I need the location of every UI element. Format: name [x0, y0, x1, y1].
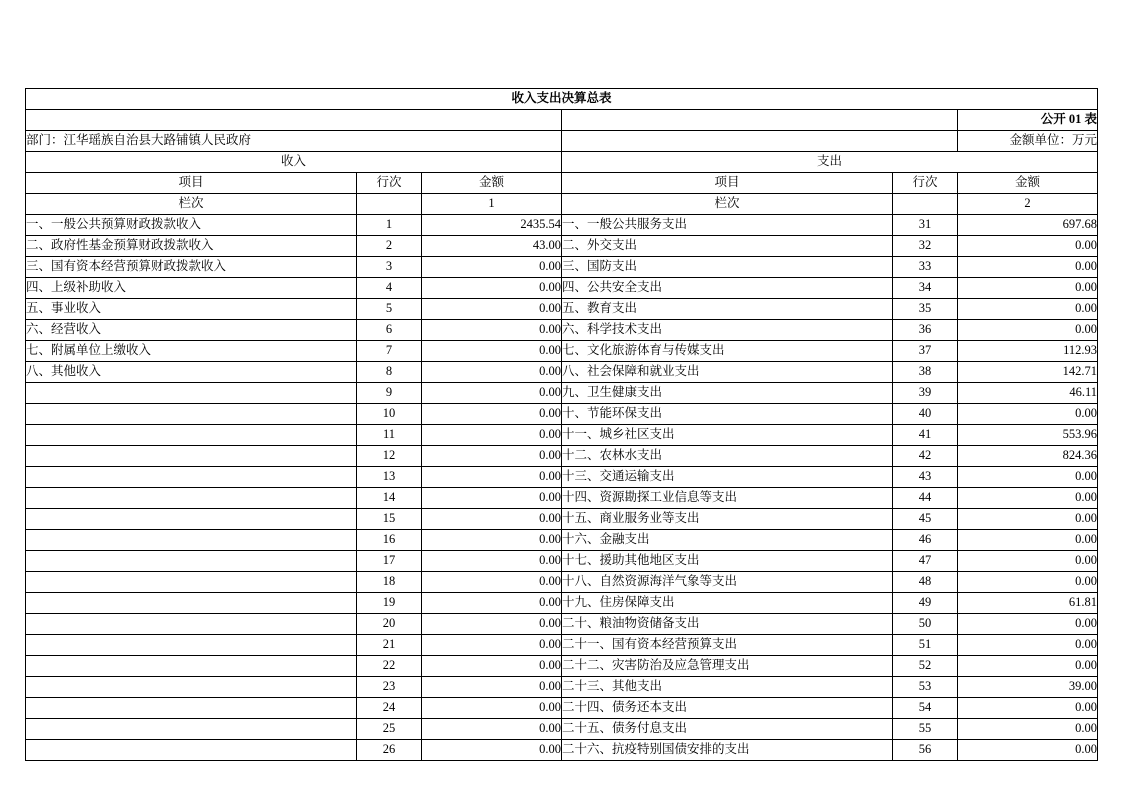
- expense-item: 十、节能环保支出: [562, 404, 893, 425]
- expense-item: 六、科学技术支出: [562, 320, 893, 341]
- income-item: 五、事业收入: [26, 299, 357, 320]
- expense-group-header: 支出: [562, 152, 1098, 173]
- table-row: [26, 614, 1098, 635]
- income-item: [26, 740, 357, 761]
- income-amount: 0.00: [422, 362, 562, 383]
- income-row-no: 17: [357, 551, 422, 572]
- income-rowno-header: 行次: [357, 173, 422, 194]
- table-row: [26, 656, 1098, 677]
- table-row: [26, 551, 1098, 572]
- expense-row-no: 53: [893, 677, 958, 698]
- department-row: [26, 131, 1098, 152]
- expense-amount: 46.11: [958, 383, 1098, 404]
- income-col-no: 1: [422, 194, 562, 215]
- income-row-no: 26: [357, 740, 422, 761]
- expense-row-no: 49: [893, 593, 958, 614]
- table-row: [26, 215, 1098, 236]
- expense-row-no: 37: [893, 341, 958, 362]
- expense-amount: 0.00: [958, 278, 1098, 299]
- income-row-no: 9: [357, 383, 422, 404]
- income-row-no: 13: [357, 467, 422, 488]
- expense-amount: 697.68: [958, 215, 1098, 236]
- income-amount: 0.00: [422, 299, 562, 320]
- expense-row-no: 39: [893, 383, 958, 404]
- table-row: [26, 488, 1098, 509]
- income-item: 一、一般公共预算财政拨款收入: [26, 215, 357, 236]
- income-amount: 0.00: [422, 530, 562, 551]
- expense-item: 十五、商业服务业等支出: [562, 509, 893, 530]
- expense-amount: 0.00: [958, 656, 1098, 677]
- table-row: [26, 446, 1098, 467]
- income-amount: 0.00: [422, 278, 562, 299]
- income-row-no: 12: [357, 446, 422, 467]
- income-item: 七、附属单位上缴收入: [26, 341, 357, 362]
- expense-row-no: 55: [893, 719, 958, 740]
- expense-amount: 824.36: [958, 446, 1098, 467]
- table-row: [26, 383, 1098, 404]
- income-amount: 0.00: [422, 572, 562, 593]
- income-lanci-label: 栏次: [26, 194, 357, 215]
- income-item: 六、经营收入: [26, 320, 357, 341]
- department-label: 部门：江华瑶族自治县大路铺镇人民政府: [26, 131, 562, 152]
- income-row-no: 4: [357, 278, 422, 299]
- table-row: [26, 635, 1098, 656]
- income-amount: 0.00: [422, 677, 562, 698]
- expense-row-no: 45: [893, 509, 958, 530]
- income-lanci-blank: [357, 194, 422, 215]
- income-amount: 0.00: [422, 446, 562, 467]
- income-amount: 43.00: [422, 236, 562, 257]
- expense-amount-header: 金额: [958, 173, 1098, 194]
- expense-row-no: 43: [893, 467, 958, 488]
- expense-row-no: 42: [893, 446, 958, 467]
- expense-amount: 553.96: [958, 425, 1098, 446]
- table-row: [26, 257, 1098, 278]
- expense-row-no: 51: [893, 635, 958, 656]
- column-header-row: [26, 173, 1098, 194]
- income-row-no: 16: [357, 530, 422, 551]
- table-row: [26, 572, 1098, 593]
- expense-item: 十三、交通运输支出: [562, 467, 893, 488]
- expense-item: 十四、资源勘探工业信息等支出: [562, 488, 893, 509]
- title-row: [26, 89, 1098, 110]
- income-row-no: 2: [357, 236, 422, 257]
- income-row-no: 11: [357, 425, 422, 446]
- table-row: [26, 404, 1098, 425]
- income-item: [26, 614, 357, 635]
- expense-item: 八、社会保障和就业支出: [562, 362, 893, 383]
- expense-lanci-label: 栏次: [562, 194, 893, 215]
- expense-item: 十七、援助其他地区支出: [562, 551, 893, 572]
- expense-item: 九、卫生健康支出: [562, 383, 893, 404]
- income-amount: 0.00: [422, 656, 562, 677]
- income-row-no: 21: [357, 635, 422, 656]
- income-row-no: 8: [357, 362, 422, 383]
- expense-item: 十九、住房保障支出: [562, 593, 893, 614]
- income-item: [26, 383, 357, 404]
- income-item: [26, 404, 357, 425]
- expense-row-no: 46: [893, 530, 958, 551]
- expense-item: 二十五、债务付息支出: [562, 719, 893, 740]
- income-item: [26, 467, 357, 488]
- income-row-no: 14: [357, 488, 422, 509]
- expense-amount: 0.00: [958, 488, 1098, 509]
- group-header-row: [26, 152, 1098, 173]
- expense-row-no: 31: [893, 215, 958, 236]
- expense-amount: 0.00: [958, 509, 1098, 530]
- income-row-no: 3: [357, 257, 422, 278]
- income-amount: 0.00: [422, 404, 562, 425]
- income-group-header: 收入: [26, 152, 562, 173]
- table-row: [26, 677, 1098, 698]
- income-row-no: 5: [357, 299, 422, 320]
- income-expense-table: [25, 88, 1098, 761]
- income-item-header: 项目: [26, 173, 357, 194]
- income-amount: 0.00: [422, 719, 562, 740]
- expense-rowno-header: 行次: [893, 173, 958, 194]
- table-row: [26, 467, 1098, 488]
- table-row: [26, 320, 1098, 341]
- income-amount: 0.00: [422, 740, 562, 761]
- income-row-no: 10: [357, 404, 422, 425]
- income-amount-header: 金额: [422, 173, 562, 194]
- expense-item: 十六、金融支出: [562, 530, 893, 551]
- income-amount: 0.00: [422, 488, 562, 509]
- expense-amount: 0.00: [958, 320, 1098, 341]
- expense-row-no: 34: [893, 278, 958, 299]
- lanci-row: [26, 194, 1098, 215]
- income-amount: 0.00: [422, 425, 562, 446]
- income-item: [26, 635, 357, 656]
- expense-item: 三、国防支出: [562, 257, 893, 278]
- income-item: [26, 593, 357, 614]
- expense-item: 十二、农林水支出: [562, 446, 893, 467]
- table-row: [26, 236, 1098, 257]
- expense-row-no: 36: [893, 320, 958, 341]
- expense-row-no: 56: [893, 740, 958, 761]
- income-amount: 0.00: [422, 383, 562, 404]
- table-row: [26, 530, 1098, 551]
- expense-amount: 0.00: [958, 614, 1098, 635]
- income-item: 二、政府性基金预算财政拨款收入: [26, 236, 357, 257]
- expense-amount: 39.00: [958, 677, 1098, 698]
- income-item: [26, 488, 357, 509]
- income-row-no: 19: [357, 593, 422, 614]
- table-row: [26, 698, 1098, 719]
- income-item: [26, 572, 357, 593]
- expense-amount: 0.00: [958, 467, 1098, 488]
- expense-item: 二十一、国有资本经营预算支出: [562, 635, 893, 656]
- income-item: [26, 425, 357, 446]
- income-item: [26, 530, 357, 551]
- expense-amount: 0.00: [958, 299, 1098, 320]
- expense-item: 五、教育支出: [562, 299, 893, 320]
- expense-col-no: 2: [958, 194, 1098, 215]
- expense-row-no: 40: [893, 404, 958, 425]
- expense-item: 二十六、抗疫特别国债安排的支出: [562, 740, 893, 761]
- expense-amount: 0.00: [958, 698, 1098, 719]
- expense-amount: 0.00: [958, 572, 1098, 593]
- budget-sheet: [25, 88, 1097, 761]
- expense-item: 二十二、灾害防治及应急管理支出: [562, 656, 893, 677]
- income-row-no: 23: [357, 677, 422, 698]
- table-row: [26, 593, 1098, 614]
- income-amount: 0.00: [422, 320, 562, 341]
- expense-row-no: 50: [893, 614, 958, 635]
- form-number-row: [26, 110, 1098, 131]
- income-amount: 0.00: [422, 257, 562, 278]
- expense-item: 一、一般公共服务支出: [562, 215, 893, 236]
- expense-amount: 0.00: [958, 257, 1098, 278]
- spacer-unit: [562, 131, 958, 152]
- expense-item: 二十四、债务还本支出: [562, 698, 893, 719]
- expense-item: 十一、城乡社区支出: [562, 425, 893, 446]
- table-row: [26, 278, 1098, 299]
- expense-item: 七、文化旅游体育与传媒支出: [562, 341, 893, 362]
- expense-amount: 0.00: [958, 551, 1098, 572]
- income-item: [26, 677, 357, 698]
- income-row-no: 15: [357, 509, 422, 530]
- income-amount: 0.00: [422, 509, 562, 530]
- income-amount: 0.00: [422, 635, 562, 656]
- spacer-left: [26, 110, 562, 131]
- amount-unit: 金额单位：万元: [958, 131, 1098, 152]
- table-row: [26, 719, 1098, 740]
- expense-amount: 0.00: [958, 740, 1098, 761]
- table-row: [26, 740, 1098, 761]
- expense-row-no: 48: [893, 572, 958, 593]
- expense-row-no: 38: [893, 362, 958, 383]
- expense-amount: 0.00: [958, 236, 1098, 257]
- income-row-no: 24: [357, 698, 422, 719]
- income-item: [26, 719, 357, 740]
- income-amount: 0.00: [422, 698, 562, 719]
- income-amount: 0.00: [422, 467, 562, 488]
- income-row-no: 1: [357, 215, 422, 236]
- expense-row-no: 54: [893, 698, 958, 719]
- income-amount: 0.00: [422, 551, 562, 572]
- income-row-no: 22: [357, 656, 422, 677]
- expense-row-no: 41: [893, 425, 958, 446]
- form-number: 公开 01 表: [958, 110, 1098, 131]
- income-row-no: 20: [357, 614, 422, 635]
- expense-row-no: 33: [893, 257, 958, 278]
- income-item: [26, 698, 357, 719]
- expense-amount: 0.00: [958, 635, 1098, 656]
- document-title: 收入支出决算总表: [26, 89, 1098, 110]
- income-item: [26, 551, 357, 572]
- expense-amount: 142.71: [958, 362, 1098, 383]
- expense-lanci-blank: [893, 194, 958, 215]
- table-row: [26, 299, 1098, 320]
- income-row-no: 7: [357, 341, 422, 362]
- expense-amount: 0.00: [958, 719, 1098, 740]
- income-amount: 0.00: [422, 341, 562, 362]
- table-row: [26, 425, 1098, 446]
- expense-amount: 0.00: [958, 404, 1098, 425]
- spacer-right: [562, 110, 958, 131]
- income-item: 四、上级补助收入: [26, 278, 357, 299]
- expense-row-no: 32: [893, 236, 958, 257]
- income-amount: 2435.54: [422, 215, 562, 236]
- income-item: [26, 446, 357, 467]
- table-row: [26, 362, 1098, 383]
- income-row-no: 25: [357, 719, 422, 740]
- income-amount: 0.00: [422, 593, 562, 614]
- income-item: [26, 509, 357, 530]
- expense-amount: 61.81: [958, 593, 1098, 614]
- expense-item-header: 项目: [562, 173, 893, 194]
- income-row-no: 18: [357, 572, 422, 593]
- expense-amount: 112.93: [958, 341, 1098, 362]
- expense-row-no: 47: [893, 551, 958, 572]
- income-item: 八、其他收入: [26, 362, 357, 383]
- table-row: [26, 509, 1098, 530]
- income-item: [26, 656, 357, 677]
- expense-item: 四、公共安全支出: [562, 278, 893, 299]
- expense-row-no: 52: [893, 656, 958, 677]
- expense-item: 二十、粮油物资储备支出: [562, 614, 893, 635]
- expense-row-no: 44: [893, 488, 958, 509]
- expense-item: 十八、自然资源海洋气象等支出: [562, 572, 893, 593]
- expense-amount: 0.00: [958, 530, 1098, 551]
- expense-row-no: 35: [893, 299, 958, 320]
- income-item: 三、国有资本经营预算财政拨款收入: [26, 257, 357, 278]
- income-amount: 0.00: [422, 614, 562, 635]
- expense-item: 二十三、其他支出: [562, 677, 893, 698]
- income-row-no: 6: [357, 320, 422, 341]
- expense-item: 二、外交支出: [562, 236, 893, 257]
- table-row: [26, 341, 1098, 362]
